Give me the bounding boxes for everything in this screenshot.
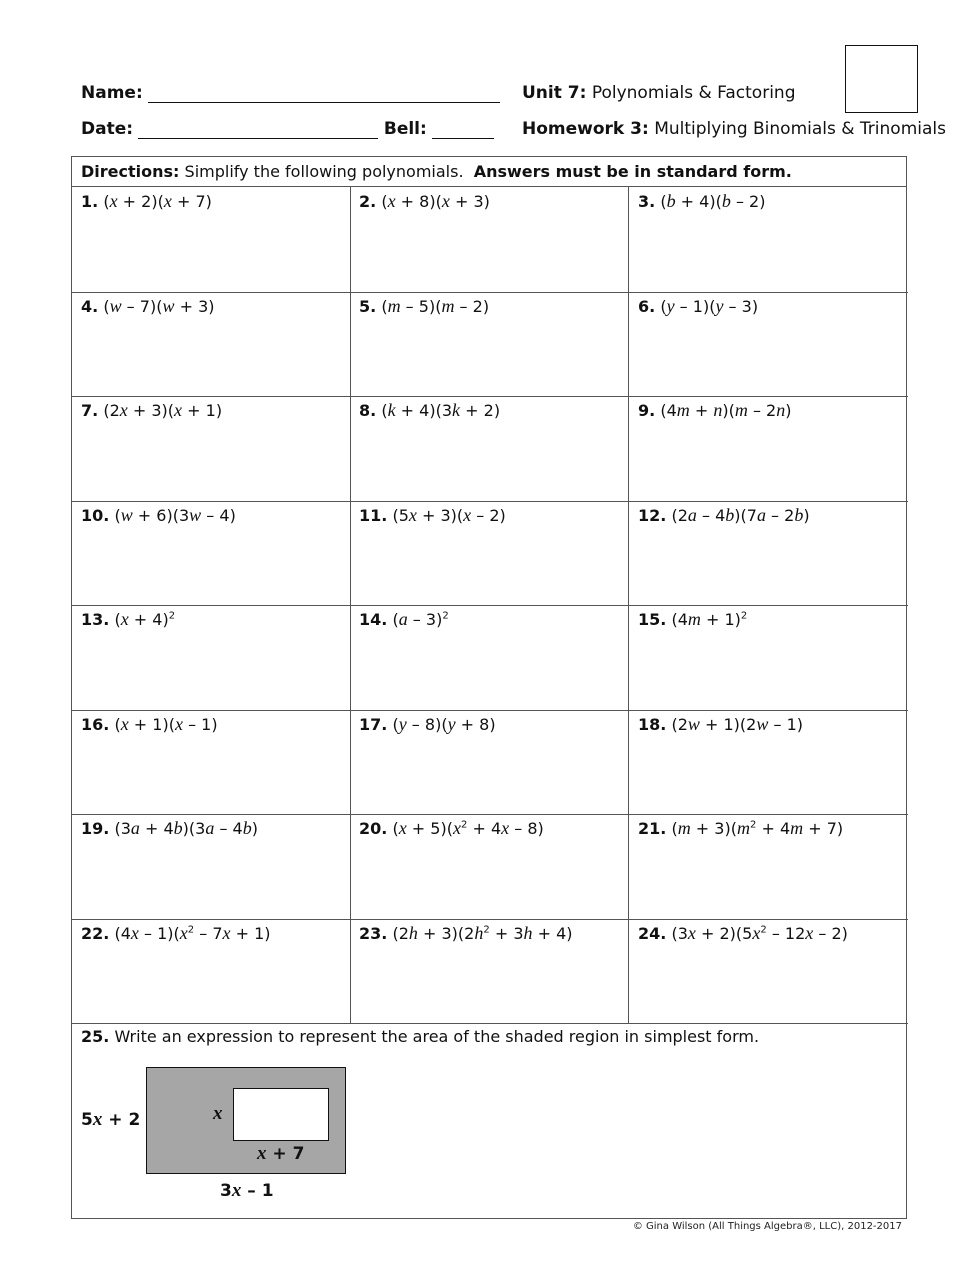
- name-row: [81, 83, 500, 103]
- problem-25-prompt: [81, 1027, 759, 1046]
- date-label: Date:: [81, 119, 134, 139]
- problem-expression: (y – 1)(y – 3): [660, 295, 759, 316]
- shaded-rectangle: [146, 1067, 346, 1174]
- problem-number: 15.: [638, 610, 667, 629]
- outer-width-label: 3x – 1: [220, 1180, 274, 1201]
- problem-number: 16.: [81, 714, 110, 734]
- problem-cell[interactable]: [350, 501, 629, 607]
- date-blank[interactable]: [138, 120, 378, 139]
- problem-expression: $(2h + 3)(2h^2 + 3h + 4)$: [392, 922, 573, 943]
- directions-bar: [72, 157, 906, 187]
- problem-number: 10.: [81, 505, 110, 525]
- problem-number: 24.: [638, 923, 667, 943]
- problem-cell[interactable]: [350, 292, 629, 398]
- problem-cell[interactable]: [350, 396, 629, 502]
- problem-number: 6.: [638, 296, 656, 316]
- problem-expression: $(m + 3)(m^2 + 4m + 7)$: [671, 818, 844, 838]
- problem-expression: (y – 8)(y + 8): [392, 713, 496, 734]
- problem-25-text: Write an expression to represent the area of the shaded region in simplest form.: [114, 1027, 760, 1046]
- problem-expression: $(x + 4)^2$: [114, 609, 176, 629]
- problem-cell[interactable]: [629, 292, 908, 398]
- problem-number: 14.: [359, 610, 388, 629]
- problem-cell[interactable]: [350, 814, 629, 920]
- problem-expression: (4m + n)(m – 2n): [660, 400, 792, 420]
- problem-number: 7.: [81, 401, 99, 420]
- problem-number: 11.: [359, 505, 388, 525]
- homework-label: Homework 3:: [522, 119, 649, 139]
- unit-row: [522, 83, 796, 103]
- homework-title: Multiplying Binomials & Trinomials: [654, 119, 946, 139]
- bell-label: Bell:: [383, 119, 427, 139]
- problem-cell[interactable]: [72, 396, 351, 502]
- date-row: [81, 119, 494, 139]
- problem-cell[interactable]: [629, 396, 908, 502]
- problem-cell[interactable]: [72, 187, 351, 293]
- problem-number: 17.: [359, 714, 388, 734]
- problem-expression: $(4x - 1)(x^2 - 7x + 1)$: [114, 922, 271, 943]
- problem-cell[interactable]: [72, 292, 351, 398]
- problem-25: [72, 1023, 906, 1219]
- inner-height-label: x: [213, 1103, 223, 1124]
- problem-number: 8.: [359, 401, 377, 420]
- problem-expression: (k + 4)(3k + 2): [381, 400, 501, 420]
- problem-number: 20.: [359, 819, 388, 838]
- problem-number: 12.: [638, 505, 667, 525]
- problem-cell[interactable]: [629, 919, 908, 1025]
- problem-number: 3.: [638, 192, 656, 211]
- problem-cell[interactable]: [350, 919, 629, 1025]
- problem-cell[interactable]: [72, 710, 351, 816]
- problem-number: 21.: [638, 819, 667, 838]
- problem-expression: (2w + 1)(2w – 1): [671, 713, 803, 734]
- problem-number: 1.: [81, 192, 99, 211]
- problem-cell[interactable]: [72, 814, 351, 920]
- problem-expression: (x + 2)(x + 7): [103, 191, 212, 211]
- problem-cell[interactable]: [629, 605, 908, 711]
- problem-number: 5.: [359, 296, 377, 316]
- outer-height-label: 5x + 2: [81, 1109, 141, 1130]
- problem-number: 18.: [638, 714, 667, 734]
- problem-cell[interactable]: [350, 605, 629, 711]
- problem-cell[interactable]: [629, 501, 908, 607]
- problem-expression: $(4m + 1)^2$: [671, 609, 748, 629]
- directions-text: Simplify the following polynomials.: [184, 162, 464, 181]
- problem-expression: (m – 5)(m – 2): [381, 295, 490, 316]
- directions-emphasis: Answers must be in standard form.: [473, 162, 792, 181]
- problem-expression: (2a – 4b)(7a – 2b): [671, 504, 810, 525]
- problem-number: 4.: [81, 296, 99, 316]
- problem-expression: (3a + 4b)(3a – 4b): [114, 818, 258, 838]
- inner-width-label: x + 7: [257, 1143, 305, 1164]
- unshaded-rectangle: [233, 1088, 329, 1141]
- problem-cell[interactable]: [350, 187, 629, 293]
- worksheet-grid: [71, 156, 907, 1219]
- copyright: © Gina Wilson (All Things Algebra®, LLC), 2012-2017: [632, 1221, 902, 1232]
- score-box[interactable]: [845, 45, 918, 113]
- problem-expression: (x + 8)(x + 3): [381, 191, 490, 211]
- unit-title: Polynomials & Factoring: [591, 83, 796, 103]
- problem-expression: (w + 6)(3w – 4): [114, 504, 236, 525]
- name-label: Name:: [81, 83, 143, 103]
- problem-expression: (x + 1)(x – 1): [114, 713, 218, 734]
- problem-number: 9.: [638, 401, 656, 420]
- problem-expression: $(x + 5)(x^2 + 4x - 8)$: [392, 818, 544, 838]
- unit-label: Unit 7:: [522, 83, 587, 103]
- problem-expression: (5x + 3)(x – 2): [392, 504, 506, 525]
- problem-cell[interactable]: [350, 710, 629, 816]
- bell-blank[interactable]: [432, 120, 494, 139]
- name-blank[interactable]: [148, 84, 500, 103]
- problem-number: 19.: [81, 819, 110, 838]
- problem-cell[interactable]: [629, 187, 908, 293]
- problem-cell[interactable]: [629, 814, 908, 920]
- problem-cell[interactable]: [72, 605, 351, 711]
- problem-cell[interactable]: [72, 919, 351, 1025]
- problem-expression: (w – 7)(w + 3): [103, 295, 215, 316]
- problem-number: 13.: [81, 610, 110, 629]
- problem-number: 2.: [359, 192, 377, 211]
- problem-cell[interactable]: [629, 710, 908, 816]
- problem-number: 22.: [81, 923, 110, 943]
- problem-expression: (b + 4)(b – 2): [660, 191, 766, 211]
- problem-expression: (a – 3)$^2$: [392, 609, 449, 629]
- problem-expression: $(3x + 2)(5x^2 - 12x - 2)$: [671, 922, 848, 943]
- problem-cell[interactable]: [72, 501, 351, 607]
- problem-expression: (2x + 3)(x + 1): [103, 400, 223, 420]
- homework-row: [522, 119, 946, 139]
- directions-label: Directions:: [81, 162, 180, 181]
- problem-25-number: 25.: [81, 1027, 110, 1046]
- problem-number: 23.: [359, 923, 388, 943]
